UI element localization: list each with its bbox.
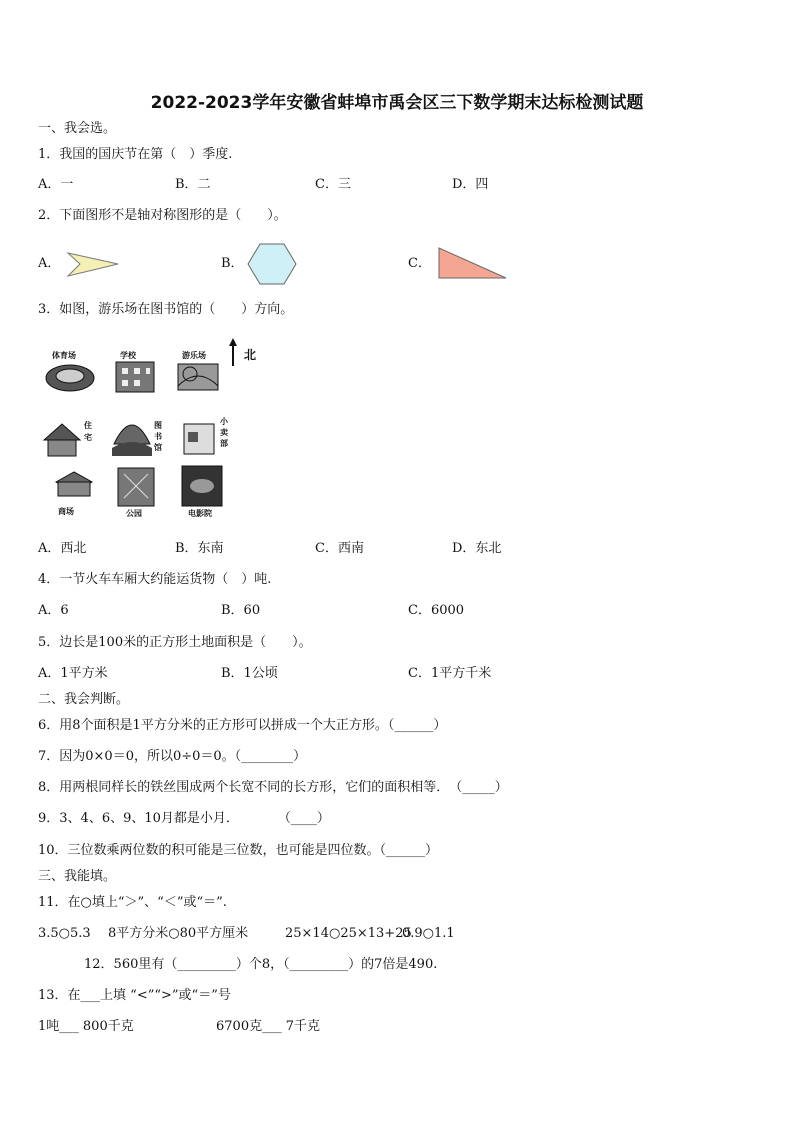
q5-option-c: C．1平方千米 (408, 666, 492, 681)
q2-option-c: C． (408, 256, 431, 271)
q3-option-a: A．西北 (38, 541, 87, 556)
question-13: 13．在___上填 “<”“>”或“＝”号 (38, 988, 231, 1003)
map-label-library: 图书馆 (154, 421, 162, 452)
q4-option-a: A．6 (38, 603, 69, 618)
q13-item-1: 1吨___ 800千克 (38, 1019, 134, 1034)
q3-option-d: D．东北 (452, 541, 502, 556)
map-label-store: 小卖部 (220, 417, 228, 448)
q5-option-b: B．1公顷 (221, 666, 278, 681)
q5-option-a: A．1平方米 (38, 666, 108, 681)
q11-item-2: 8平方分米○80平方厘米 (108, 926, 249, 941)
q4-option-b: B．60 (221, 603, 261, 618)
q1-option-a: A．一 (38, 177, 74, 192)
north-label: 北 (244, 348, 257, 362)
question-9: 9．3、4、6、9、10月都是小月． （____） (38, 811, 330, 826)
map-label-amusement-park: 游乐场 (182, 351, 206, 360)
q3-option-b: B．东南 (175, 541, 224, 556)
question-7: 7．因为0×0＝0，所以0÷0＝0。（________） (38, 749, 307, 764)
q13-item-2: 6700克___ 7千克 (216, 1019, 320, 1034)
direction-map (38, 336, 268, 522)
question-12: 12．560里有（_________）个8，（_________）的7倍是490. (84, 957, 438, 972)
q1-option-d: D．四 (452, 177, 489, 192)
map-drawing (38, 336, 268, 522)
q11-item-4: 0.9○1.1 (402, 926, 455, 941)
question-2: 2．下面图形不是轴对称图形的是（ ）。 (38, 208, 287, 223)
question-11: 11．在○填上“＞”、“＜”或“＝”. (38, 895, 227, 910)
question-6: 6．用8个面积是1平方分米的正方形可以拼成一个大正方形。（______） (38, 718, 447, 733)
section-heading-fill: 三、我能填。 (38, 869, 117, 884)
map-label-mall: 商场 (58, 507, 74, 516)
map-label-park: 公园 (126, 509, 142, 518)
map-label-cinema: 电影院 (188, 509, 212, 518)
section-heading-judge: 二、我会判断。 (38, 692, 130, 707)
hexagon-shape-icon (246, 241, 298, 287)
q2-option-a: A． (38, 256, 61, 271)
question-4: 4．一节火车车厢大约能运货物（ ）吨. (38, 572, 272, 587)
question-8: 8．用两根同样长的铁丝围成两个长宽不同的长方形，它们的面积相等． （_____） (38, 780, 508, 795)
map-label-sports-field: 体育场 (52, 351, 76, 360)
map-label-school: 学校 (120, 351, 136, 360)
question-10: 10．三位数乘两位数的积可能是三位数，也可能是四位数。（______） (38, 843, 439, 858)
map-label-residence: 住宅 (84, 421, 92, 442)
question-5: 5．边长是100米的正方形土地面积是（ ）。 (38, 635, 312, 650)
q11-item-3: 25×14○25×13+25 (285, 926, 412, 941)
question-1: 1．我国的国庆节在第（ ）季度. (38, 147, 233, 162)
q4-option-c: C．6000 (408, 603, 465, 618)
q1-option-c: C．三 (315, 177, 351, 192)
triangle-shape-icon (436, 245, 510, 283)
q3-option-c: C．西南 (315, 541, 364, 556)
q1-option-b: B．二 (175, 177, 211, 192)
question-3: 3．如图，游乐场在图书馆的（ ）方向。 (38, 302, 294, 317)
q2-option-b: B． (221, 256, 244, 271)
arrow-shape-icon (62, 249, 122, 279)
q11-item-1: 3.5○5.3 (38, 926, 91, 941)
section-heading-choose: 一、我会选。 (38, 121, 117, 136)
page-title: 2022-2023学年安徽省蚌埠市禹会区三下数学期末达标检测试题 (150, 93, 644, 113)
